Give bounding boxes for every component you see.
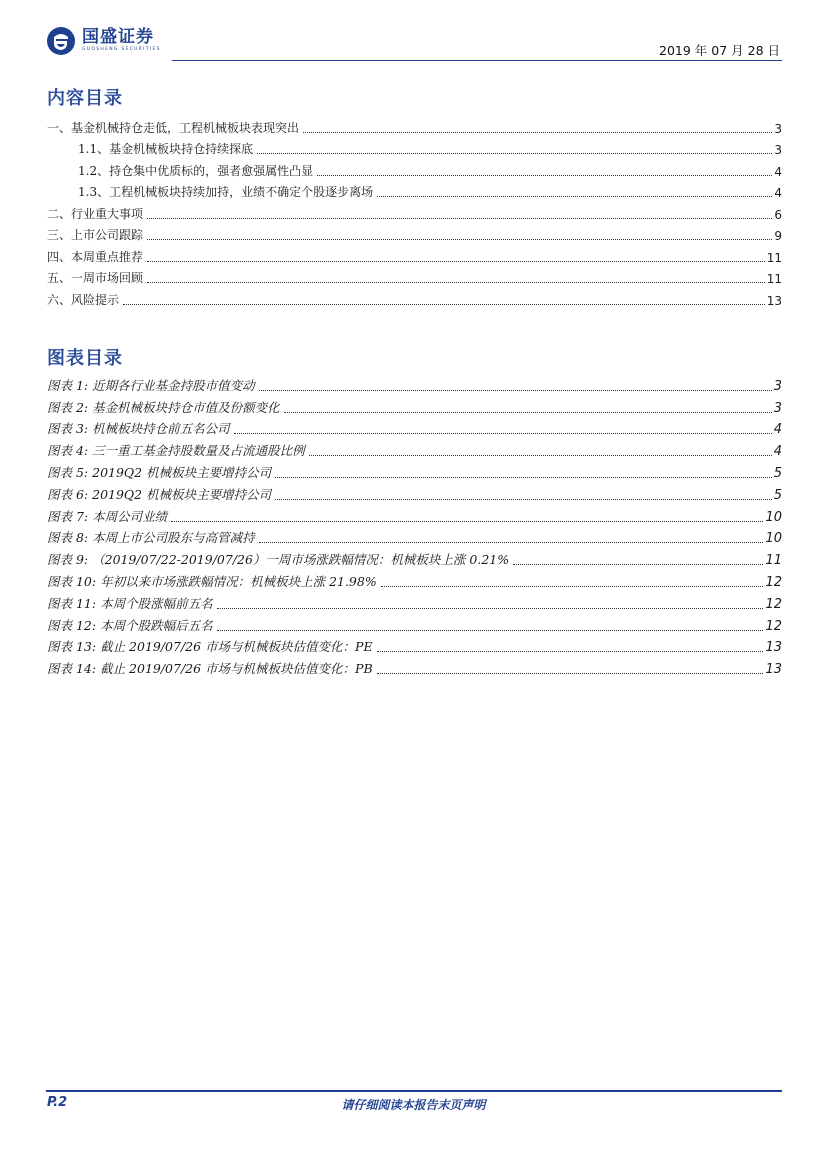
dot-leader xyxy=(309,454,772,456)
figure-entry-label: 图表 5: 2019Q2 机械板块主要增持公司 xyxy=(47,464,272,480)
toc-entry-label: 二、行业重大事项 xyxy=(47,206,144,221)
dot-leader xyxy=(275,476,772,478)
figure-entry-label: 图表 10: 年初以来市场涨跌幅情况：机械板块上涨 21.98% xyxy=(47,573,377,589)
dot-leader xyxy=(513,563,763,565)
toc-entry-label: 四、本周重点推荐 xyxy=(47,249,144,264)
figure-entry-label: 图表 2: 基金机械板块持仓市值及份额变化 xyxy=(47,399,280,415)
figure-entry-label: 图表 9: （2019/07/22-2019/07/26）一周市场涨跌幅情况：机械板块上涨 0.21% xyxy=(47,552,510,568)
toc-entry[interactable] xyxy=(47,265,782,287)
toc-entry-page: 11 xyxy=(766,272,782,286)
toc-entry-page: 4 xyxy=(774,164,782,179)
dot-leader xyxy=(303,131,772,133)
dot-leader xyxy=(217,629,764,631)
figure-entry-page: 13 xyxy=(765,662,782,678)
table-of-contents xyxy=(47,114,782,308)
toc-title: 内容目录 xyxy=(47,88,123,109)
dot-leader xyxy=(123,303,765,305)
dot-leader xyxy=(234,432,772,434)
figure-entry-page: 10 xyxy=(765,531,782,547)
toc-entry-page: 3 xyxy=(774,121,782,136)
toc-entry-label: 六、风险提示 xyxy=(47,292,120,307)
figure-entry-label: 图表 3: 机械板块持仓前五名公司 xyxy=(47,421,230,437)
figure-entry-label: 图表 4: 三一重工基金持股数量及占流通股比例 xyxy=(47,443,305,459)
figures-title: 图表目录 xyxy=(47,348,123,369)
dot-leader xyxy=(377,650,764,652)
figure-entry-label: 图表 1: 近期各行业基金持股市值变动 xyxy=(47,377,255,393)
figure-entry-page: 3 xyxy=(773,378,782,394)
toc-entry-page: 9 xyxy=(774,229,782,243)
dot-leader xyxy=(284,411,772,413)
toc-entry[interactable] xyxy=(47,179,782,201)
dot-leader xyxy=(257,152,772,154)
report-date: 2019 年 07 月 28 日 xyxy=(659,43,780,58)
figure-entry-page: 5 xyxy=(773,487,782,503)
figure-entry-label: 图表 12: 本周个股跌幅后五名 xyxy=(47,617,213,633)
toc-entry[interactable] xyxy=(47,243,782,265)
guosheng-logo-icon xyxy=(46,26,76,56)
dot-leader xyxy=(377,195,772,197)
figure-entry-label: 图表 13: 截止 2019/07/26 市场与机械板块估值变化：PE xyxy=(47,639,373,655)
toc-entry-page: 4 xyxy=(774,186,782,200)
toc-entry-page: 3 xyxy=(774,143,782,157)
figure-entry-page: 12 xyxy=(765,574,782,590)
figure-entry[interactable] xyxy=(47,416,782,438)
dot-leader xyxy=(147,238,772,240)
logo-chinese-name: 国盛证券 xyxy=(82,27,154,48)
dot-leader xyxy=(171,520,763,522)
list-of-figures xyxy=(47,372,782,677)
figure-entry-page: 3 xyxy=(773,400,782,416)
toc-entry[interactable] xyxy=(47,200,782,222)
figure-entry[interactable] xyxy=(47,372,782,394)
toc-entry-label: 五、一周市场回顾 xyxy=(47,271,144,285)
footer-disclaimer: 请仔细阅读本报告末页声明 xyxy=(341,1098,486,1112)
dot-leader xyxy=(147,281,765,283)
figure-entry[interactable] xyxy=(47,546,782,568)
figure-entry-page: 13 xyxy=(765,640,782,656)
figure-entry[interactable] xyxy=(47,568,782,590)
figure-entry-label: 图表 11: 本周个股涨幅前五名 xyxy=(47,595,213,611)
figure-entry-page: 12 xyxy=(765,618,782,634)
dot-leader xyxy=(259,389,772,391)
toc-entry-page: 6 xyxy=(774,207,782,222)
toc-entry[interactable] xyxy=(47,114,782,136)
toc-entry-label: 1.3、工程机械板块持续加持，业绩不确定个股逐步离场 xyxy=(78,185,374,199)
toc-entry-label: 1.2、持仓集中优质标的，强者愈强属性凸显 xyxy=(78,163,314,178)
dot-leader xyxy=(259,541,764,543)
figure-entry-label: 图表 8: 本周上市公司股东与高管减持 xyxy=(47,530,255,546)
figure-entry-page: 10 xyxy=(765,509,782,525)
figure-entry[interactable] xyxy=(47,590,782,612)
header-rule xyxy=(172,60,782,61)
figure-entry[interactable] xyxy=(47,655,782,677)
toc-entry[interactable] xyxy=(47,136,782,158)
toc-entry-label: 1.1、基金机械板块持仓持续探底 xyxy=(78,142,254,156)
toc-entry-page: 13 xyxy=(766,293,782,308)
figure-entry-label: 图表 6: 2019Q2 机械板块主要增持公司 xyxy=(47,486,272,502)
toc-entry[interactable] xyxy=(47,286,782,308)
footer-rule xyxy=(46,1090,782,1092)
toc-entry[interactable] xyxy=(47,157,782,179)
figure-entry[interactable] xyxy=(47,481,782,503)
dot-leader xyxy=(147,260,765,262)
dot-leader xyxy=(381,585,764,587)
figure-entry-page: 11 xyxy=(765,553,782,569)
toc-entry[interactable] xyxy=(47,222,782,244)
figure-entry[interactable] xyxy=(47,525,782,547)
figure-entry-label: 图表 14: 截止 2019/07/26 市场与机械板块估值变化：PB xyxy=(47,661,373,677)
figure-entry-page: 4 xyxy=(773,422,782,438)
figure-entry[interactable] xyxy=(47,634,782,656)
figure-entry-page: 5 xyxy=(773,465,782,481)
figure-entry[interactable] xyxy=(47,503,782,525)
dot-leader xyxy=(317,174,772,176)
page-header xyxy=(46,24,782,62)
toc-entry-page: 11 xyxy=(766,250,782,265)
figure-entry[interactable] xyxy=(47,394,782,416)
figure-entry[interactable] xyxy=(47,459,782,481)
dot-leader xyxy=(147,217,772,219)
figure-entry-label: 图表 7: 本周公司业绩 xyxy=(47,508,168,524)
figure-entry[interactable] xyxy=(47,437,782,459)
dot-leader xyxy=(377,672,764,674)
company-logo xyxy=(46,26,161,56)
dot-leader xyxy=(275,498,772,500)
toc-entry-label: 三、上市公司跟踪 xyxy=(47,228,144,242)
figure-entry[interactable] xyxy=(47,612,782,634)
dot-leader xyxy=(217,607,764,609)
toc-entry-label: 一、基金机械持仓走低，工程机械板块表现突出 xyxy=(47,120,300,135)
logo-english-name: GUOSHENG SECURITIES xyxy=(82,47,161,53)
figure-entry-page: 4 xyxy=(773,444,782,460)
figure-entry-page: 12 xyxy=(765,596,782,612)
page-number: P.2 xyxy=(47,1095,68,1110)
